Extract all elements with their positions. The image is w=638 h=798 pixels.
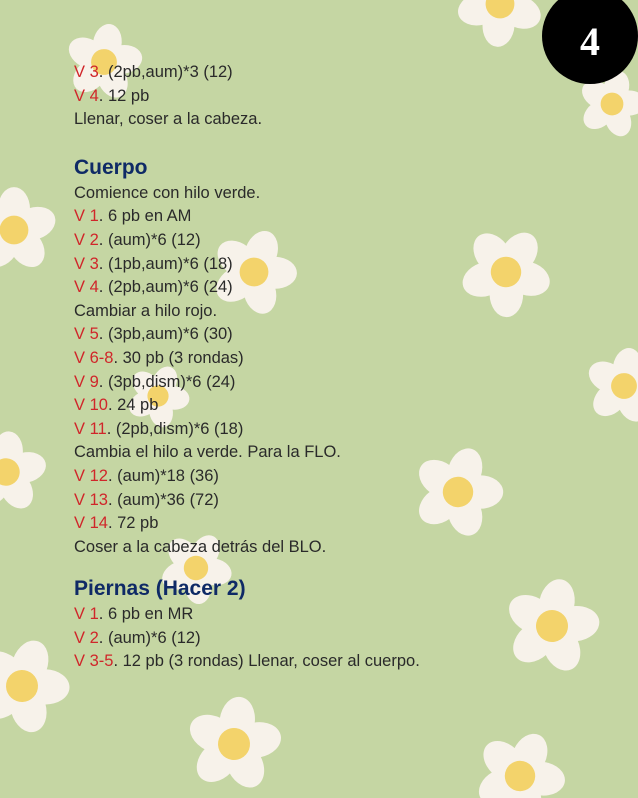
pattern-line: [74, 61, 554, 85]
round-label: V 4: [74, 278, 99, 297]
page-number-badge: 4: [542, 0, 638, 84]
round-label: V 10: [74, 396, 108, 415]
section-heading: Piernas (Hacer 2): [74, 577, 246, 601]
pattern-line: [74, 253, 554, 277]
pattern-line: [74, 418, 554, 442]
round-label: V 4: [74, 86, 99, 105]
round-label: V 6-8: [74, 348, 114, 367]
pattern-line: [74, 394, 554, 418]
round-label: V 2: [74, 230, 99, 249]
pattern-line: [74, 182, 554, 206]
pattern-line: [74, 276, 554, 300]
daisy-flower: [0, 624, 86, 749]
round-label: V 11: [74, 419, 107, 438]
pattern-line: [74, 347, 554, 371]
round-label: V 5: [74, 325, 99, 344]
round-instruction: Cambiar a hilo rojo.: [74, 301, 218, 320]
round-instruction: . 72 pb: [107, 514, 159, 533]
pattern-line: [74, 627, 554, 651]
round-instruction: . 30 pb (3 rondas): [113, 348, 244, 367]
daisy-flower: [0, 187, 60, 274]
pattern-line: [74, 300, 554, 324]
round-instruction: . (3pb,dism)*6 (24): [98, 372, 236, 391]
round-label: V 13: [74, 490, 108, 509]
round-label: V 14: [74, 514, 108, 533]
round-instruction: Cambia el hilo a verde. Para la FLO.: [74, 443, 341, 462]
pattern-line: [74, 465, 554, 489]
daisy-flower: [0, 428, 53, 518]
round-label: V 1: [74, 605, 99, 624]
pattern-line: [74, 441, 554, 465]
round-instruction: . (aum)*36 (72): [107, 490, 219, 509]
round-label: V 3-5: [74, 652, 114, 671]
round-instruction: . 6 pb en AM: [98, 207, 192, 226]
round-instruction: . (aum)*18 (36): [107, 466, 219, 485]
pattern-line: [74, 108, 554, 132]
round-label: V 3: [74, 63, 99, 81]
daisy-flower: [457, 715, 583, 798]
pattern-line: [74, 323, 554, 347]
pattern-line: [74, 371, 554, 395]
round-label: V 12: [74, 466, 108, 485]
section-cuerpo: [74, 154, 554, 560]
round-instruction: Llenar, coser a la cabeza.: [74, 110, 263, 129]
head-end-block: [74, 61, 554, 132]
round-label: V 3: [74, 254, 99, 273]
round-instruction: . (aum)*6 (12): [98, 230, 201, 249]
round-instruction: . 24 pb: [107, 396, 159, 415]
pattern-line: [74, 536, 554, 560]
pattern-text: [74, 61, 554, 674]
section-piernas: [74, 575, 554, 674]
daisy-flower: [577, 341, 638, 432]
daisy-center: [0, 216, 28, 245]
pattern-line: [74, 512, 554, 536]
round-instruction: . 12 pb: [98, 86, 150, 105]
round-instruction: . (2pb,aum)*6 (24): [98, 278, 233, 297]
pattern-line: [74, 85, 554, 109]
pattern-line: [74, 205, 554, 229]
round-instruction: . (1pb,aum)*6 (18): [98, 254, 233, 273]
round-instruction: Coser a la cabeza detrás del BLO.: [74, 537, 327, 556]
daisy-flower: [177, 690, 291, 798]
round-label: V 1: [74, 207, 99, 226]
pattern-line: [74, 229, 554, 253]
round-instruction: . (3pb,aum)*6 (30): [98, 325, 233, 344]
section-heading: Cuerpo: [74, 155, 148, 179]
round-instruction: . (aum)*6 (12): [98, 628, 201, 647]
pattern-line: [74, 489, 554, 513]
round-instruction: Comience con hilo verde.: [74, 183, 261, 202]
pattern-line: [74, 650, 554, 674]
pattern-line: [74, 603, 554, 627]
round-instruction: . (2pb,dism)*6 (18): [106, 419, 244, 438]
round-label: V 9: [74, 372, 99, 391]
round-instruction: . 6 pb en MR: [98, 605, 194, 624]
round-label: V 2: [74, 628, 99, 647]
round-instruction: . 12 pb (3 rondas) Llenar, coser al cuerpo.: [113, 652, 420, 671]
round-instruction: . (2pb,aum)*3 (12): [98, 63, 233, 81]
